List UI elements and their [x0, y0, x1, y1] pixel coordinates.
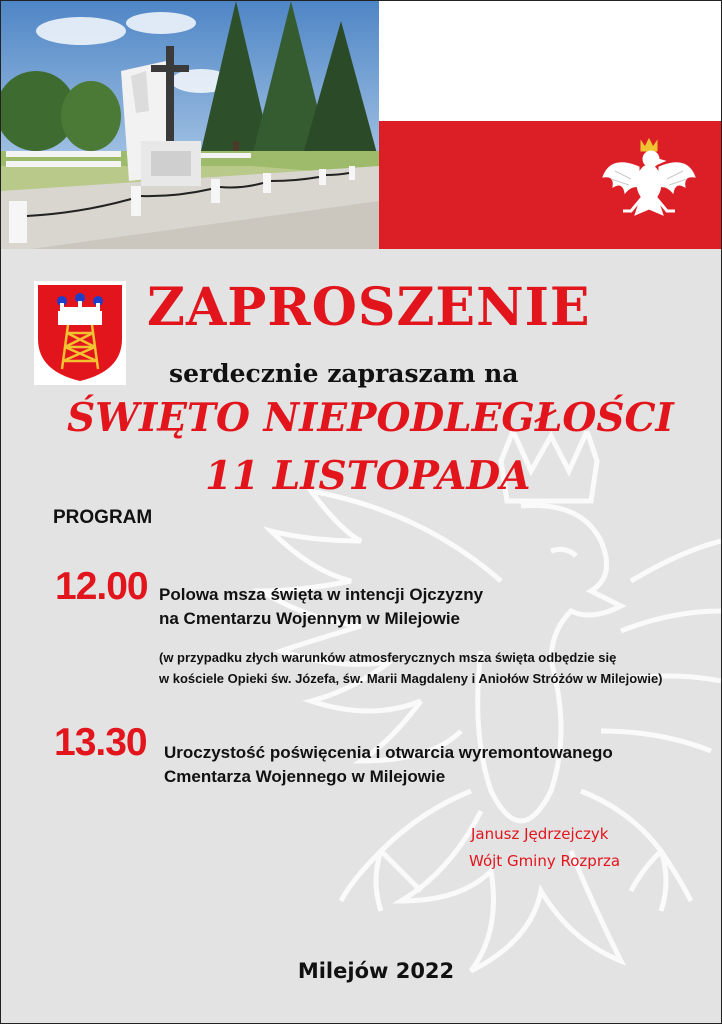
signature — [471, 821, 620, 875]
program-time-1: 12.00 — [55, 565, 148, 608]
invitation-title: ZAPROSZENIE — [147, 277, 591, 338]
program-time-2: 13.30 — [54, 721, 147, 764]
program-item-1-line-1: Polowa msza święta w intencji Ojczyzny — [159, 585, 484, 604]
holiday-name: ŚWIĘTO NIEPODLEGŁOŚCI — [67, 395, 674, 441]
program-item-1 — [159, 583, 483, 631]
eagle-watermark-icon — [251, 431, 721, 991]
invite-line: serdecznie zapraszam na — [169, 359, 519, 388]
program-note-line-2: w kościele Opieki św. Józefa, św. Marii Magdaleny i Aniołów Stróżów w Milejowie) — [159, 671, 663, 686]
program-note-line-1: (w przypadku złych warunków atmosferycznych msza święta odbędzie się — [159, 650, 617, 665]
program-item-1-line-2: na Cmentarzu Wojennym w Milejowie — [159, 609, 461, 628]
cemetery-photo — [1, 1, 379, 249]
program-item-2-line-2: Cmentarza Wojennego w Milejowie — [164, 767, 446, 786]
program-heading: PROGRAM — [53, 507, 153, 528]
program-item-2 — [164, 741, 613, 789]
flag-white-stripe — [379, 1, 721, 121]
gmina-rozprza-coat-of-arms — [34, 281, 126, 385]
holiday-date: 11 LISTOPADA — [205, 453, 531, 499]
signature-name: Janusz Jędrzejczyk — [471, 825, 609, 843]
signature-role: Wójt Gminy Rozprza — [469, 852, 621, 870]
footer-place-year: Milejów 2022 — [297, 959, 455, 983]
footer — [1, 959, 721, 983]
program-item-2-line-1: Uroczystość poświęcenia i otwarcia wyremontowanego — [164, 743, 613, 762]
program-item-1-note — [159, 647, 663, 689]
white-eagle-icon — [601, 137, 697, 225]
